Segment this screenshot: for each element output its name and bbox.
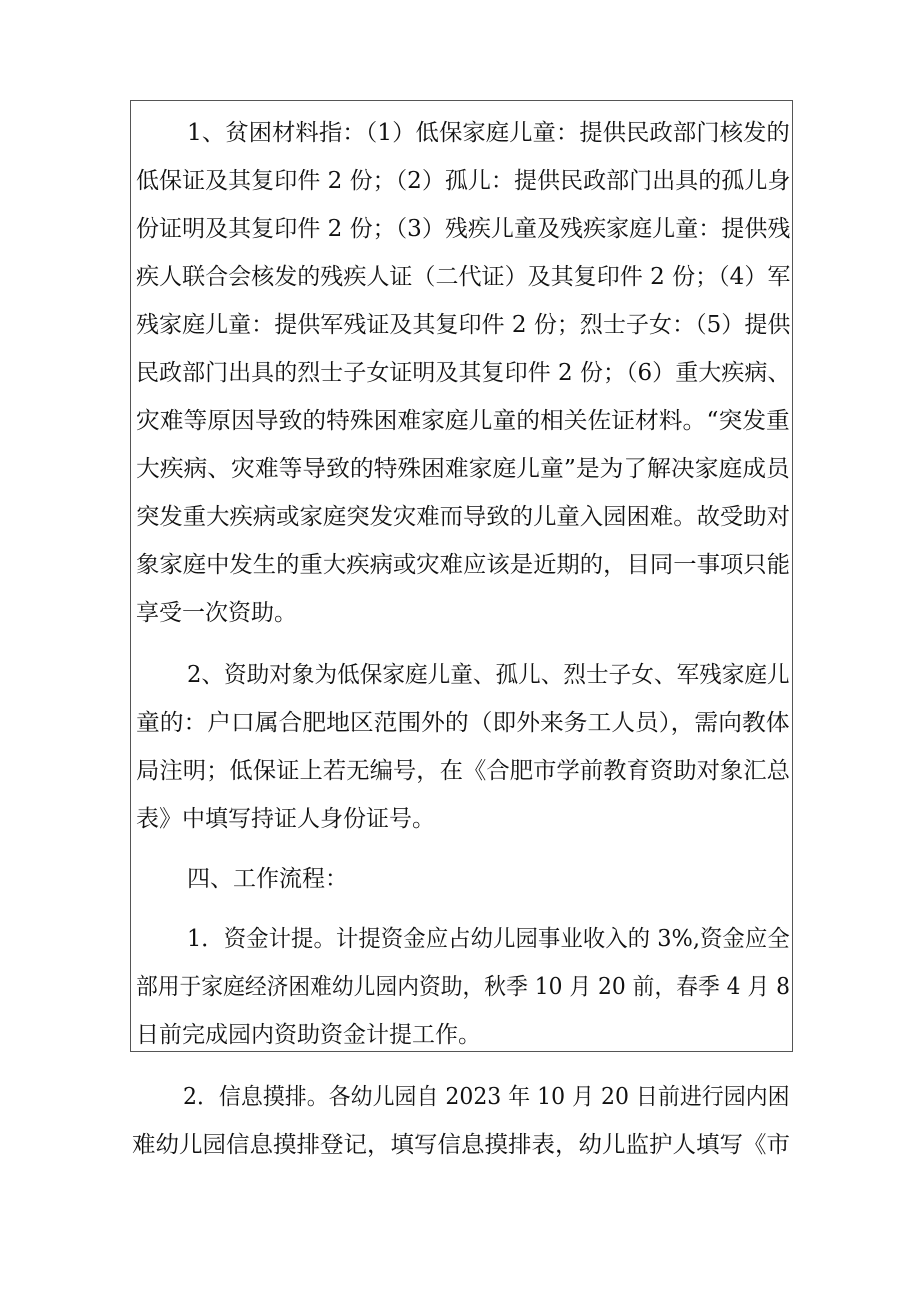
text-line: 突发重大疾病或家庭突发灾难而导致的儿童入园困难。故受助对 bbox=[136, 504, 790, 530]
text-line: 2．信息摸排。各幼儿园自 2023 年 10 月 20 日前进行园内困 bbox=[183, 1084, 790, 1110]
text-line: 局注明；低保证上若无编号，在《合肥市学前教育资助对象汇总 bbox=[136, 758, 790, 784]
text-line: 疾人联合会核发的残疾人证（二代证）及其复印件 2 份；（4）军 bbox=[136, 264, 791, 290]
text-line: 难幼儿园信息摸排登记，填写信息摸排表，幼儿监护人填写《市 bbox=[132, 1132, 790, 1158]
text-line: 2、资助对象为低保家庭儿童、孤儿、烈士子女、军残家庭儿 bbox=[187, 662, 790, 688]
text-line: 大疾病、灾难等导致的特殊困难家庭儿童”是为了解决家庭成员 bbox=[136, 456, 790, 482]
heading-text: 四、工作流程： bbox=[187, 866, 348, 892]
text-line: 象家庭中发生的重大疾病或灾难应该是近期的，目同一事项只能 bbox=[136, 552, 790, 578]
text-line: 日前完成园内资助资金计提工作。 bbox=[136, 1022, 481, 1048]
text-line: 灾难等原因导致的特殊困难家庭儿童的相关佐证材料。“突发重 bbox=[136, 408, 790, 434]
text-line: 残家庭儿童：提供军残证及其复印件 2 份；烈士子女：（5）提供 bbox=[136, 312, 791, 338]
text-line: 表》中填写持证人身份证号。 bbox=[136, 806, 435, 832]
text-line: 低保证及其复印件 2 份；（2）孤儿：提供民政部门出具的孤儿身 bbox=[136, 168, 791, 194]
text-line: 1．资金计提。计提资金应占幼儿园事业收入的 3%,资金应全 bbox=[187, 926, 790, 952]
text-line: 享受一次资助。 bbox=[136, 600, 297, 626]
text-line: 童的：户口属合肥地区范围外的（即外来务工人员），需向教体 bbox=[136, 710, 790, 736]
text-line: 份证明及其复印件 2 份；（3）残疾儿童及残疾家庭儿童：提供残 bbox=[136, 216, 791, 242]
text-line: 部用于家庭经济困难幼儿园内资助，秋季 10 月 20 前，春季 4 月 8 bbox=[136, 974, 790, 1000]
text-line: 1、贫困材料指：（1）低保家庭儿童：提供民政部门核发的 bbox=[187, 120, 790, 146]
text-line: 民政部门出具的烈士子女证明及其复印件 2 份；（6）重大疾病、 bbox=[136, 360, 791, 386]
